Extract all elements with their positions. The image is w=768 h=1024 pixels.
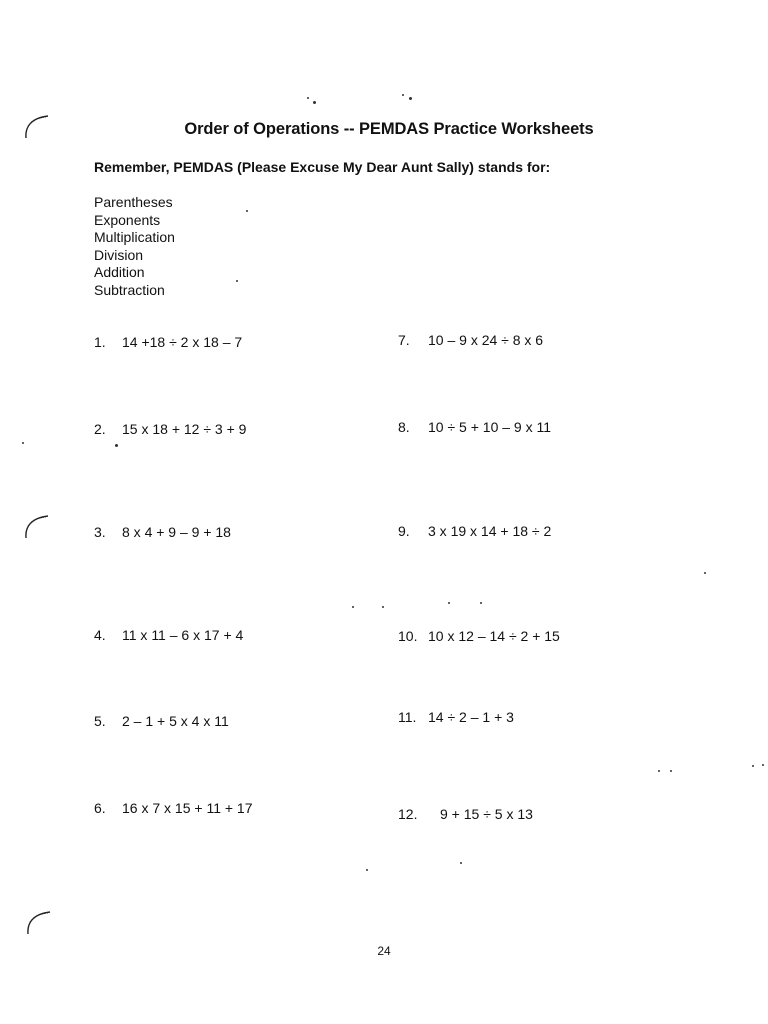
punch-hole-mark	[24, 908, 52, 936]
problem-expression: 9 + 15 ÷ 5 x 13	[440, 806, 533, 822]
problem-expression: 14 ÷ 2 – 1 + 3	[428, 709, 514, 725]
problem-number: 10.	[398, 628, 418, 644]
problem-number: 5.	[94, 713, 106, 729]
problem-number: 9.	[398, 523, 410, 539]
problem-expression: 14 +18 ÷ 2 x 18 – 7	[122, 334, 243, 350]
problem-expression: 2 – 1 + 5 x 4 x 11	[122, 713, 229, 729]
term-addition: Addition	[94, 264, 145, 280]
term-parentheses: Parentheses	[94, 194, 173, 210]
term-multiplication: Multiplication	[94, 229, 175, 245]
scan-speck	[352, 606, 354, 608]
scan-speck	[752, 765, 754, 767]
problem-7	[398, 332, 543, 348]
scan-speck	[658, 770, 660, 772]
problem-10	[398, 628, 560, 644]
scan-speck	[236, 280, 238, 282]
problem-expression: 11 x 11 – 6 x 17 + 4	[122, 627, 244, 643]
scan-speck	[762, 764, 764, 766]
problem-number: 12.	[398, 806, 418, 822]
scan-speck	[366, 869, 368, 871]
problem-number: 4.	[94, 627, 106, 643]
pemdas-intro: Remember, PEMDAS (Please Excuse My Dear Aunt Sally) stands for:	[94, 159, 551, 175]
problem-number: 2.	[94, 421, 106, 437]
problem-expression: 16 x 7 x 15 + 11 + 17	[122, 800, 253, 816]
problem-expression: 3 x 19 x 14 + 18 ÷ 2	[428, 523, 552, 539]
pemdas-terms-list	[94, 194, 175, 299]
problem-11	[398, 709, 514, 725]
problem-number: 1.	[94, 334, 106, 350]
scan-speck	[402, 94, 404, 96]
problem-12	[398, 806, 533, 822]
problem-number: 6.	[94, 800, 106, 816]
problem-1	[94, 334, 242, 350]
problem-8	[398, 419, 551, 435]
scan-speck	[307, 97, 309, 99]
problem-3	[94, 524, 231, 540]
problem-2	[94, 421, 246, 437]
scan-speck	[22, 442, 24, 444]
problem-expression: 15 x 18 + 12 ÷ 3 + 9	[122, 421, 247, 437]
scan-speck	[382, 606, 384, 608]
scan-speck	[448, 602, 450, 604]
scan-speck	[246, 210, 248, 212]
problem-9	[398, 523, 551, 539]
problem-expression: 8 x 4 + 9 – 9 + 18	[122, 524, 231, 540]
problem-5	[94, 713, 229, 729]
scan-speck	[670, 770, 672, 772]
problem-number: 8.	[398, 419, 410, 435]
problem-number: 7.	[398, 332, 410, 348]
scan-speck	[409, 97, 412, 100]
problem-number: 11.	[398, 709, 417, 725]
scan-speck	[480, 602, 482, 604]
problem-4	[94, 627, 243, 643]
problem-expression: 10 ÷ 5 + 10 – 9 x 11	[428, 419, 552, 435]
problem-number: 3.	[94, 524, 106, 540]
page-number: 24	[377, 944, 391, 958]
worksheet-title: Order of Operations -- PEMDAS Practice Worksheets	[184, 120, 594, 138]
problem-expression: 10 x 12 – 14 ÷ 2 + 15	[428, 628, 560, 644]
term-exponents: Exponents	[94, 211, 161, 228]
scan-speck	[460, 862, 462, 864]
problem-expression: 10 – 9 x 24 ÷ 8 x 6	[428, 332, 544, 348]
scan-speck	[115, 444, 118, 447]
scan-speck	[704, 572, 706, 574]
problem-6	[94, 800, 253, 816]
term-division: Division	[94, 246, 144, 263]
punch-hole-mark	[22, 512, 50, 540]
scan-speck	[313, 101, 316, 104]
term-subtraction: Subtraction	[94, 281, 165, 298]
